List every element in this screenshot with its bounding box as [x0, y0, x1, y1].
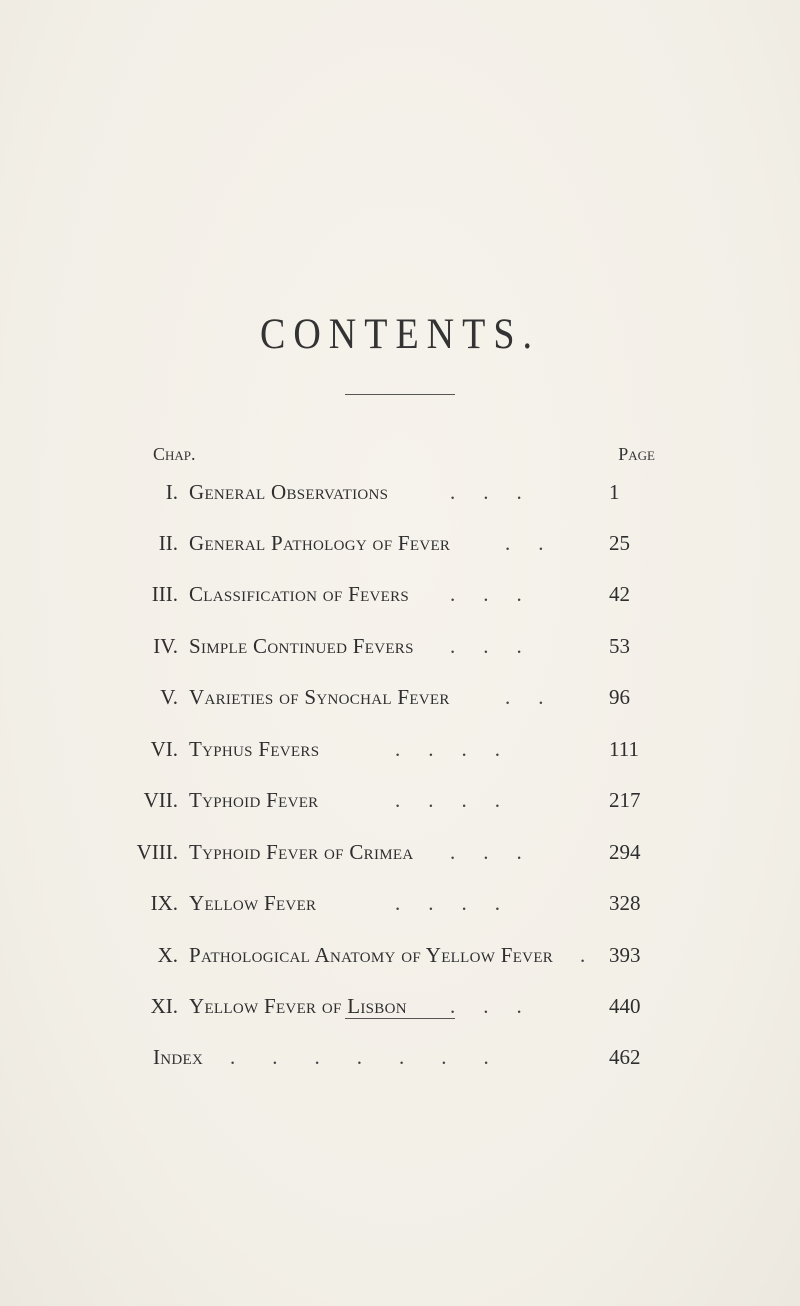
leader-dots: . — [580, 943, 614, 967]
leader-dots: ... — [450, 480, 550, 504]
chapter-number: VII. — [143, 788, 178, 812]
chapter-title: Simple Continued Fevers — [189, 634, 414, 658]
page-number: 440 — [609, 994, 641, 1018]
chapter-number: VI. — [150, 737, 178, 761]
page-number: 217 — [609, 788, 641, 812]
toc-entry — [0, 582, 800, 612]
leader-dots: ....... — [230, 1045, 526, 1069]
chapter-number: IX. — [150, 891, 178, 915]
chapter-number: V. — [160, 685, 178, 709]
leader-dots: ... — [450, 582, 550, 606]
chapter-title: Pathological Anatomy of Yellow Fever — [189, 943, 554, 967]
page-number: 294 — [609, 840, 641, 864]
index-rule — [345, 1018, 455, 1019]
leader-dots: ... — [450, 634, 550, 658]
chapter-title: General Pathology of Fever — [189, 531, 451, 555]
page-number: 53 — [609, 634, 630, 658]
chapter-title: Classification of Fevers — [189, 582, 410, 606]
page-column-header: Page — [618, 444, 655, 464]
leader-dots: .... — [395, 788, 528, 812]
page-title: CONTENTS. — [260, 309, 540, 359]
chapter-number: I. — [165, 480, 178, 504]
leader-dots: ... — [450, 840, 550, 864]
chapter-number: X. — [157, 943, 178, 967]
chapter-number: IV. — [153, 634, 178, 658]
chapter-title: Typhoid Fever of Crimea — [189, 840, 414, 864]
toc-entry — [0, 480, 800, 510]
leader-dots: .. — [505, 685, 572, 709]
toc-entry — [0, 840, 800, 870]
toc-entry — [0, 737, 800, 767]
page-number: 393 — [609, 943, 641, 967]
chapter-title: Yellow Fever of Lisbon — [189, 994, 407, 1018]
page-number: 96 — [609, 685, 630, 709]
title-rule — [345, 394, 455, 395]
toc-entry — [0, 788, 800, 818]
toc-entry — [0, 943, 800, 973]
page-number: 25 — [609, 531, 630, 555]
chapter-title: Typhus Fevers — [189, 737, 320, 761]
chapter-title: Varieties of Synochal Fever — [189, 685, 450, 709]
leader-dots: .... — [395, 891, 528, 915]
chapter-number: III. — [151, 582, 178, 606]
toc-entry — [0, 994, 800, 1024]
toc-entry — [0, 891, 800, 921]
index-title: Index — [153, 1045, 204, 1069]
toc-index-entry — [0, 1045, 800, 1075]
toc-entry — [0, 634, 800, 664]
leader-dots: .... — [395, 737, 528, 761]
toc-entry — [0, 531, 800, 561]
page-number: 111 — [609, 737, 639, 761]
chapter-number: VIII. — [136, 840, 178, 864]
page-number: 462 — [609, 1045, 641, 1069]
page-number: 328 — [609, 891, 641, 915]
leader-dots: ... — [450, 994, 550, 1018]
chapter-number: II. — [158, 531, 178, 555]
chapter-title: Typhoid Fever — [189, 788, 319, 812]
chapter-number: XI. — [150, 994, 178, 1018]
toc-entry — [0, 685, 800, 715]
leader-dots: .. — [505, 531, 572, 555]
chapter-column-header: Chap. — [153, 444, 196, 464]
chapter-title: Yellow Fever — [189, 891, 317, 915]
page-number: 1 — [609, 480, 620, 504]
chapter-title: General Observations — [189, 480, 389, 504]
page-number: 42 — [609, 582, 630, 606]
